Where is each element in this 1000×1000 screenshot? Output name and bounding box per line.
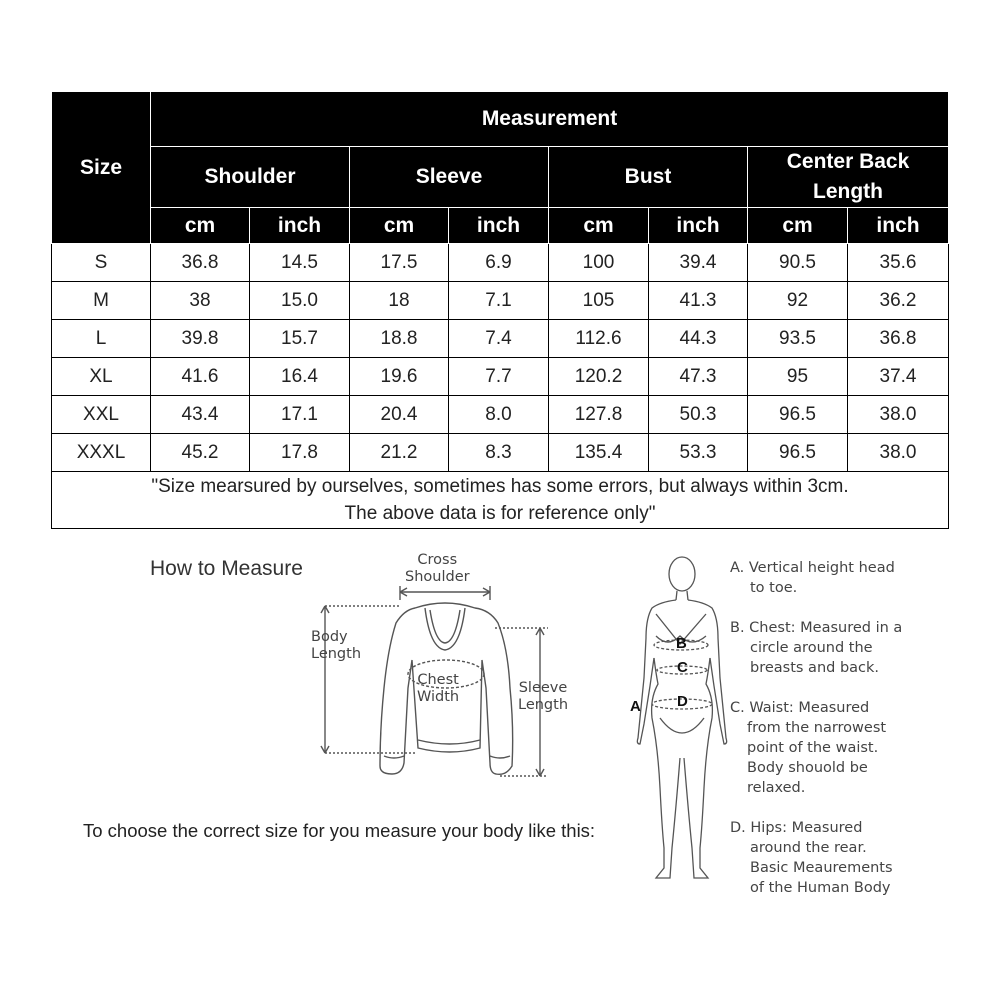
table-row bbox=[52, 282, 949, 320]
measurement-cell: 18.8 bbox=[350, 320, 449, 358]
measurement-cell: 36.2 bbox=[848, 282, 949, 320]
measurement-cell: 120.2 bbox=[549, 358, 649, 396]
note-vertical-height bbox=[730, 558, 995, 598]
measurement-cell: 38.0 bbox=[848, 434, 949, 472]
measurement-cell: 92 bbox=[748, 282, 848, 320]
measurement-cell: 8.3 bbox=[449, 434, 549, 472]
choose-size-instruction: To choose the correct size for you measure your body like this: bbox=[83, 820, 596, 841]
measurement-cell: 127.8 bbox=[549, 396, 649, 434]
unit-header: cm bbox=[151, 208, 250, 244]
bust-header: Bust bbox=[549, 147, 748, 208]
table-row bbox=[52, 320, 949, 358]
measurement-cell: 38 bbox=[151, 282, 250, 320]
measurement-cell: 100 bbox=[549, 244, 649, 282]
note-body: circle around the breasts and back. bbox=[750, 640, 880, 676]
measurement-cell: 17.5 bbox=[350, 244, 449, 282]
measurement-cell: 41.3 bbox=[649, 282, 748, 320]
figure-letter-c: C bbox=[677, 659, 688, 676]
measurement-cell: 15.7 bbox=[250, 320, 350, 358]
measurement-cell: 47.3 bbox=[649, 358, 748, 396]
note-body: to toe. bbox=[750, 580, 798, 596]
measurement-cell: 105 bbox=[549, 282, 649, 320]
measurement-cell: 15.0 bbox=[250, 282, 350, 320]
measurement-cell: 8.0 bbox=[449, 396, 549, 434]
table-row bbox=[52, 244, 949, 282]
size-chart-table bbox=[51, 91, 949, 529]
sleeve-length-label: Sleeve Length bbox=[518, 680, 569, 713]
note-heading: B. Chest: Measured in a bbox=[730, 620, 903, 636]
unit-header: cm bbox=[350, 208, 449, 244]
measurement-cell: 96.5 bbox=[748, 434, 848, 472]
unit-header: inch bbox=[449, 208, 549, 244]
measurement-cell: 6.9 bbox=[449, 244, 549, 282]
measurement-cell: 14.5 bbox=[250, 244, 350, 282]
measurement-cell: 39.8 bbox=[151, 320, 250, 358]
measurement-cell: 90.5 bbox=[748, 244, 848, 282]
measurement-cell: 96.5 bbox=[748, 396, 848, 434]
measurement-cell: 17.8 bbox=[250, 434, 350, 472]
note-heading: D. Hips: Measured bbox=[730, 820, 863, 836]
measurement-cell: 17.1 bbox=[250, 396, 350, 434]
unit-header: cm bbox=[549, 208, 649, 244]
reference-note-line-1: "Size mearsured by ourselves, sometimes has some errors, but always within 3cm. bbox=[151, 476, 849, 497]
size-label-cell: XL bbox=[52, 358, 151, 396]
measurement-cell: 44.3 bbox=[649, 320, 748, 358]
measurement-cell: 43.4 bbox=[151, 396, 250, 434]
measurement-cell: 53.3 bbox=[649, 434, 748, 472]
note-hips bbox=[730, 818, 995, 898]
size-label-cell: M bbox=[52, 282, 151, 320]
note-heading: A. Vertical height head bbox=[730, 560, 895, 576]
reference-note bbox=[52, 472, 949, 529]
center-back-length-label: Center Back Length bbox=[786, 150, 910, 203]
table-row bbox=[52, 358, 949, 396]
note-body: around the rear. Basic Meaurements of the Human Body bbox=[750, 840, 893, 896]
human-figure-illustration bbox=[620, 548, 730, 888]
measurement-cell: 35.6 bbox=[848, 244, 949, 282]
measurement-cell: 19.6 bbox=[350, 358, 449, 396]
note-chest bbox=[730, 618, 995, 678]
cross-shoulder-label: Cross Shoulder bbox=[405, 552, 470, 585]
chest-width-label: Chest Width bbox=[417, 672, 460, 705]
reference-note-line-2: The above data is for reference only" bbox=[344, 503, 656, 524]
measurement-cell: 7.4 bbox=[449, 320, 549, 358]
unit-header: inch bbox=[250, 208, 350, 244]
measurement-cell: 135.4 bbox=[549, 434, 649, 472]
table-row bbox=[52, 434, 949, 472]
shoulder-header: Shoulder bbox=[151, 147, 350, 208]
size-header: Size bbox=[52, 92, 151, 244]
measurement-cell: 21.2 bbox=[350, 434, 449, 472]
figure-letter-a: A bbox=[630, 698, 641, 715]
note-heading: C. Waist: Measured bbox=[730, 700, 870, 716]
body-figure-diagram bbox=[620, 548, 730, 893]
measurement-cell: 38.0 bbox=[848, 396, 949, 434]
size-label-cell: L bbox=[52, 320, 151, 358]
measurement-cell: 45.2 bbox=[151, 434, 250, 472]
how-to-measure-title: How to Measure bbox=[150, 557, 303, 580]
measurement-cell: 20.4 bbox=[350, 396, 449, 434]
size-label-cell: S bbox=[52, 244, 151, 282]
measurement-cell: 93.5 bbox=[748, 320, 848, 358]
note-waist bbox=[730, 698, 995, 798]
measurement-cell: 36.8 bbox=[848, 320, 949, 358]
measurement-cell: 95 bbox=[748, 358, 848, 396]
unit-header: inch bbox=[649, 208, 748, 244]
measurement-cell: 16.4 bbox=[250, 358, 350, 396]
measurement-cell: 18 bbox=[350, 282, 449, 320]
body-length-label: Body Length bbox=[311, 629, 362, 662]
table-row bbox=[52, 396, 949, 434]
size-label-cell: XXXL bbox=[52, 434, 151, 472]
measurement-cell: 37.4 bbox=[848, 358, 949, 396]
center-back-length-header bbox=[748, 147, 949, 208]
measurement-cell: 39.4 bbox=[649, 244, 748, 282]
figure-letter-b: B bbox=[676, 635, 687, 652]
measurement-cell: 50.3 bbox=[649, 396, 748, 434]
sleeve-header: Sleeve bbox=[350, 147, 549, 208]
measurement-cell: 7.1 bbox=[449, 282, 549, 320]
measurement-cell: 7.7 bbox=[449, 358, 549, 396]
measurement-notes bbox=[730, 558, 995, 918]
measurement-cell: 112.6 bbox=[549, 320, 649, 358]
unit-header: cm bbox=[748, 208, 848, 244]
note-body: from the narrowest point of the waist. Body shouold be relaxed. bbox=[747, 720, 887, 796]
garment-measure-diagram bbox=[300, 548, 580, 793]
measurement-cell: 36.8 bbox=[151, 244, 250, 282]
measurement-cell: 41.6 bbox=[151, 358, 250, 396]
measurement-header: Measurement bbox=[151, 92, 949, 147]
size-label-cell: XXL bbox=[52, 396, 151, 434]
figure-letter-d: D bbox=[677, 693, 688, 710]
unit-header: inch bbox=[848, 208, 949, 244]
